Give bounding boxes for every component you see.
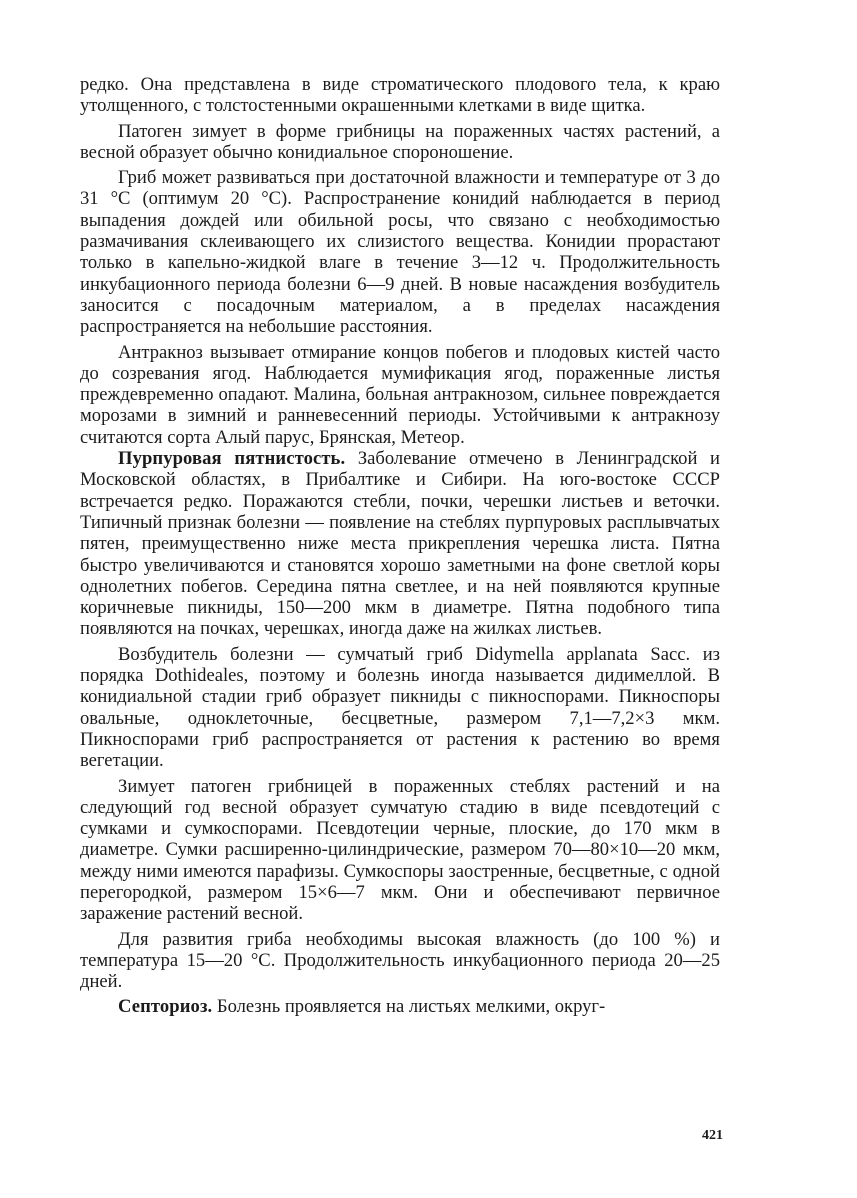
paragraph-2: [80, 121, 720, 164]
section-heading-septoria: Септориоз.: [118, 996, 213, 1018]
paragraph-4: [80, 342, 720, 448]
paragraph-7: [80, 776, 720, 925]
page-number: 421: [702, 1128, 723, 1143]
paragraph-5: [80, 448, 720, 640]
paragraph-9-text: Болезнь проявляется на листьях мелкими, округ-: [212, 996, 606, 1018]
paragraph-6: [80, 644, 720, 772]
section-heading-purple-spot: Пурпуровая пятнистость.: [118, 448, 346, 470]
paragraph-8: [80, 929, 720, 993]
paragraph-3-text: Гриб может развиваться при достаточной влажности и температуре от 3 до 31 °С (оптимум 20 °С). Распространение конидий наблюдается в период выпадения дождей или обильной росы, что связано с необходимостью размачивания склеивающего их слизистого вещества. Конидии прорастают только в капельно-жидкой влаге в течение 3—12 ч. Продолжительность инкубационного периода болезни 6—9 дней. В новые насаждения возбудитель заносится с посадочным материалом, а в пределах насаждения распространяется на небольшие расстояния.: [80, 167, 720, 338]
paragraph-9: [80, 996, 720, 1017]
paragraph-5-text: Заболевание отмечено в Ленинградской и Московской областях, в Прибалтике и Сибири. На юго-востоке СССР встречается редко. Поражаются стебли, почки, черешки листьев и веточки. Типичный признак болезни — появление на стеблях пурпуровых расплывчатых пятен, преимущественно ниже места прикрепления черешка листа. Пятна быстро увеличиваются и становятся хорошо заметными на фоне светлой коры однолетних побегов. Середина пятна светлее, и на ней появляются крупные коричневые пикниды, 150—200 мкм в диаметре. Пятна подобного типа появляются на почках, черешках, иногда даже на жилках листьев.: [80, 448, 720, 640]
paragraph-3: [80, 167, 720, 337]
paragraph-6-text: Возбудитель болезни — сумчатый гриб Didymella applanata Sacc. из порядка Dothideales, поэтому и болезнь иногда называется дидимеллой. В конидиальной стадии гриб образует пикниды с пикноспорами. Пикноспоры овальные, одноклеточные, бесцветные, размером 7,1—7,2×3 мкм. Пикноспорами гриб распространяется от растения к растению во время вегетации.: [80, 643, 720, 772]
paragraph-1-text: редко. Она представлена в виде строматического плодового тела, к краю утолщенного, с толстостенными окрашенными клетками в виде щитка.: [80, 74, 720, 117]
paragraph-7-text: Зимует патоген грибницей в пораженных стеблях растений и на следующий год весной образует сумчатую стадию в виде псевдотеций с сумками и сумкоспорами. Псевдотеции черные, плоские, до 170 мкм в диаметре. Сумки расширенно-цилиндрические, размером 70—80×10—20 мкм, между ними имеются парафизы. Сумкоспоры заостренные, бесцветные, с одной перегородкой, размером 15×6—7 мкм. Они и обеспечивают первичное заражение растений весной.: [80, 775, 720, 925]
paragraph-8-text: Для развития гриба необходимы высокая влажность (до 100 %) и температура 15—20 °С. Продолжительность инкубационного периода 20—25 дней.: [80, 928, 720, 993]
page-body: [80, 74, 720, 1018]
paragraph-2-text: Патоген зимует в форме грибницы на пораженных частях растений, а весной образует обычно конидиальное спороношение.: [80, 120, 720, 163]
paragraph-1: [80, 74, 720, 117]
paragraph-4-text: Антракноз вызывает отмирание концов побегов и плодовых кистей часто до созревания ягод. Наблюдается мумификация ягод, пораженные листья преждевременно опадают. Малина, больная антракнозом, сильнее повреждается морозами в зимний и ранневесенний периоды. Устойчивыми к антракнозу считаются сорта Алый парус, Брянская, Метеор.: [80, 341, 720, 448]
